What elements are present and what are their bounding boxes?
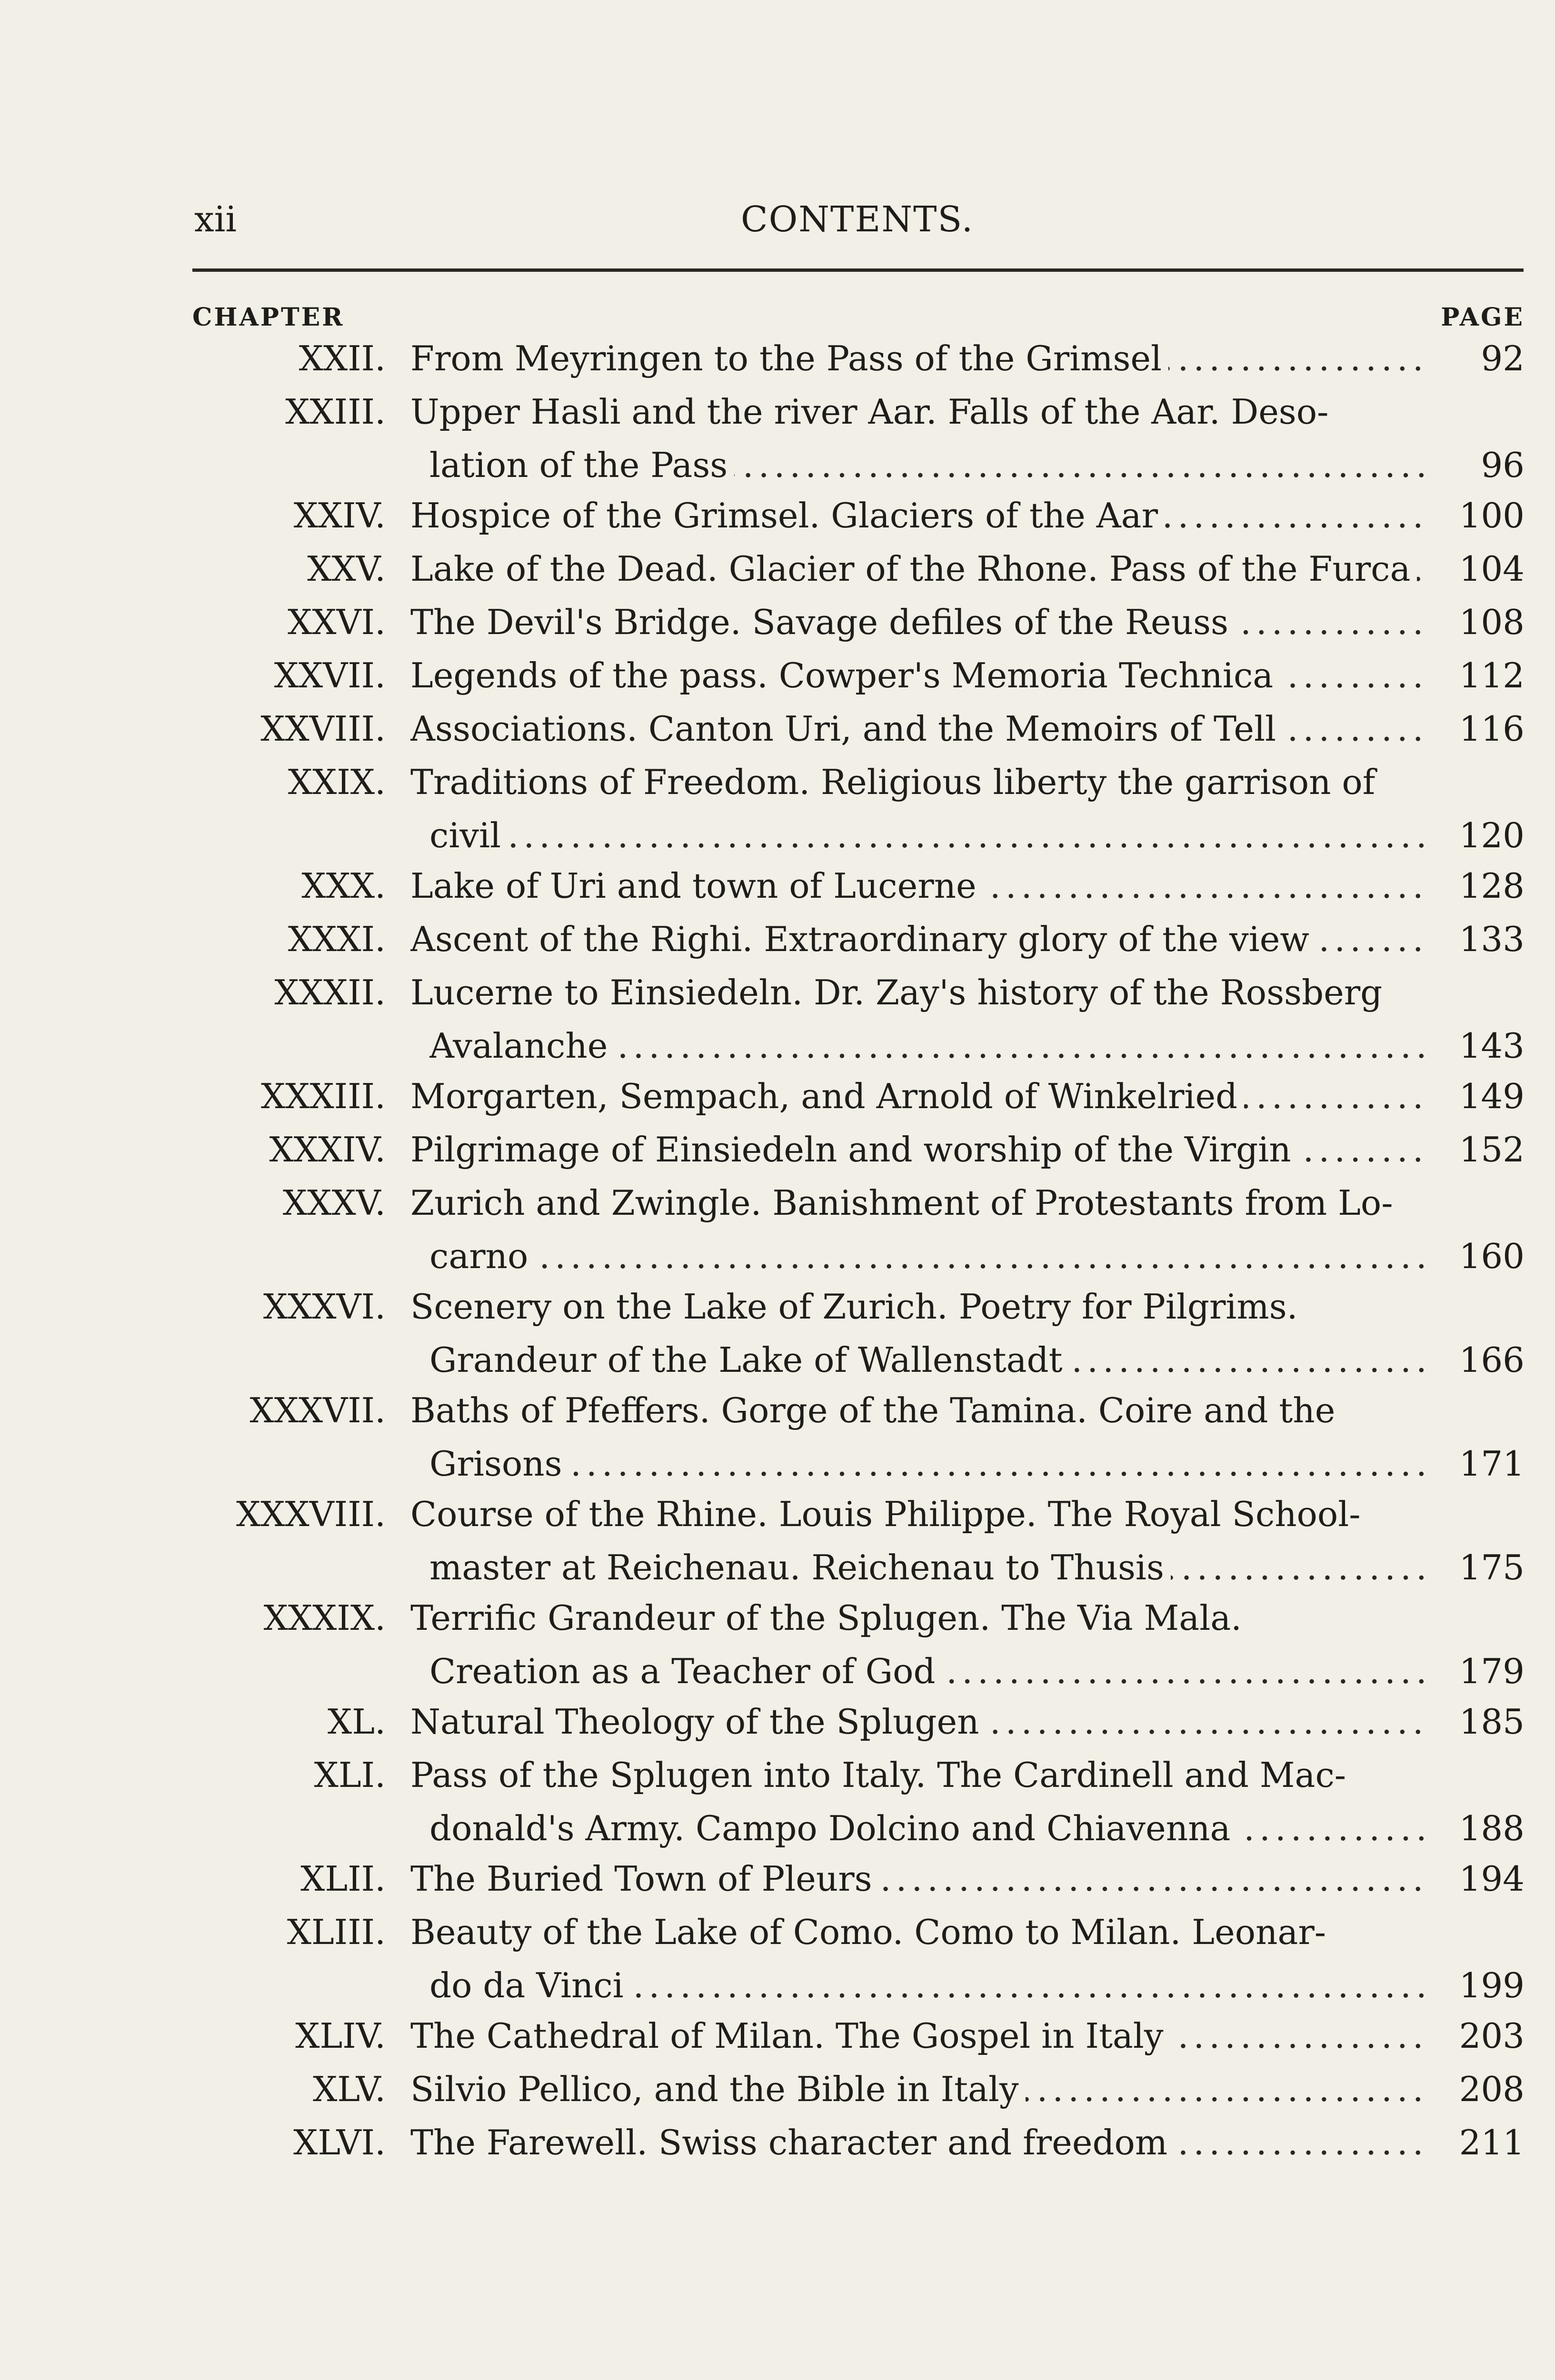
toc-entry bbox=[0, 967, 1555, 1071]
running-head bbox=[194, 199, 1555, 247]
chapter-number: XXXV. bbox=[282, 1183, 386, 1223]
toc-line bbox=[0, 597, 1555, 650]
chapter-number: XXXVIII. bbox=[236, 1494, 386, 1534]
toc-line bbox=[0, 1593, 1555, 1646]
chapter-title: The Buried Town of Pleurs bbox=[410, 1859, 879, 1899]
chapter-number: XXIV. bbox=[293, 496, 386, 536]
page-folio: xii bbox=[194, 199, 237, 240]
toc-line bbox=[0, 1907, 1555, 1960]
page-number: 152 bbox=[1429, 1124, 1525, 1175]
toc-entry bbox=[0, 1178, 1555, 1281]
toc-line bbox=[0, 2011, 1555, 2064]
chapter-title: Legends of the pass. Cowper's Memoria Technica bbox=[410, 655, 1280, 695]
chapter-number: XXX. bbox=[301, 866, 386, 906]
toc-entry bbox=[0, 2011, 1555, 2064]
page-number: 149 bbox=[1429, 1071, 1525, 1121]
chapter-number: XLI. bbox=[314, 1755, 386, 1795]
toc-line bbox=[0, 1696, 1555, 1750]
chapter-title: Ascent of the Righi. Extraordinary glory of the view bbox=[410, 919, 1316, 959]
chapter-number: XLVI. bbox=[293, 2122, 386, 2162]
toc-line bbox=[0, 1124, 1555, 1178]
chapter-number: XLIII. bbox=[287, 1912, 386, 1952]
chapter-title: carno bbox=[429, 1236, 535, 1276]
toc-entry bbox=[0, 1124, 1555, 1178]
page-title: CONTENTS. bbox=[741, 199, 974, 240]
chapter-title: Pilgrimage of Einsiedeln and worship of the Virgin bbox=[410, 1130, 1298, 1170]
toc-entry bbox=[0, 544, 1555, 597]
chapter-number: XXIII. bbox=[285, 392, 386, 432]
chapter-title: Hospice of the Grimsel. Glaciers of the Aar bbox=[410, 496, 1165, 536]
toc-entry bbox=[0, 2117, 1555, 2171]
page-number: 211 bbox=[1429, 2117, 1525, 2168]
chapter-title: Avalanche bbox=[429, 1026, 614, 1066]
chapter-number: XL. bbox=[328, 1702, 386, 1742]
toc-entry bbox=[0, 1071, 1555, 1124]
toc-line bbox=[0, 704, 1555, 757]
toc-line bbox=[0, 1281, 1555, 1335]
chapter-title: civil bbox=[429, 815, 508, 855]
chapter-number: XXXIV. bbox=[269, 1130, 386, 1170]
toc-line bbox=[0, 650, 1555, 704]
toc-line bbox=[0, 1542, 1555, 1593]
toc-line bbox=[0, 1385, 1555, 1438]
toc-line bbox=[0, 757, 1555, 810]
toc-line bbox=[0, 861, 1555, 914]
page-number: 96 bbox=[1429, 440, 1525, 490]
toc-line bbox=[0, 1750, 1555, 1803]
chapter-title: Natural Theology of the Splugen bbox=[410, 1702, 986, 1742]
toc-line bbox=[0, 1803, 1555, 1854]
table-of-contents bbox=[0, 333, 1555, 2171]
toc-line bbox=[0, 2064, 1555, 2117]
toc-line bbox=[0, 914, 1555, 967]
page-number: 166 bbox=[1429, 1335, 1525, 1385]
toc-line bbox=[0, 1021, 1555, 1071]
toc-line bbox=[0, 1231, 1555, 1281]
toc-entry bbox=[0, 1750, 1555, 1854]
toc-entry bbox=[0, 1385, 1555, 1489]
chapter-title: Silvio Pellico, and the Bible in Italy bbox=[410, 2069, 1026, 2109]
chapter-title: Scenery on the Lake of Zurich. Poetry for Pilgrims. bbox=[410, 1287, 1305, 1327]
toc-entry bbox=[0, 2064, 1555, 2117]
chapter-title: Course of the Rhine. Louis Philippe. The Royal School- bbox=[410, 1494, 1367, 1534]
page-number: 179 bbox=[1429, 1646, 1525, 1696]
chapter-title: Traditions of Freedom. Religious liberty the garrison of bbox=[410, 762, 1382, 802]
chapter-title: The Farewell. Swiss character and freedom bbox=[410, 2122, 1174, 2162]
toc-entry bbox=[0, 1593, 1555, 1696]
chapter-title: Lake of Uri and town of Lucerne bbox=[410, 866, 983, 906]
toc-line bbox=[0, 810, 1555, 861]
page-number: 120 bbox=[1429, 810, 1525, 861]
toc-line bbox=[0, 387, 1555, 440]
page-number: 194 bbox=[1429, 1854, 1525, 1904]
chapter-number: XXXIX. bbox=[263, 1598, 386, 1638]
chapter-number: XXXIII. bbox=[261, 1076, 386, 1116]
page-number: 171 bbox=[1429, 1438, 1525, 1489]
page-number: 175 bbox=[1429, 1542, 1525, 1593]
toc-entry bbox=[0, 650, 1555, 704]
toc-entry bbox=[0, 597, 1555, 650]
chapter-number: XLV. bbox=[313, 2069, 386, 2109]
toc-line bbox=[0, 967, 1555, 1021]
toc-line bbox=[0, 490, 1555, 544]
header-rule bbox=[192, 268, 1524, 272]
page-number: 104 bbox=[1429, 544, 1525, 594]
chapter-title: Grandeur of the Lake of Wallenstadt bbox=[429, 1340, 1069, 1380]
chapter-title: Beauty of the Lake of Como. Como to Milan. Leonar- bbox=[410, 1912, 1333, 1952]
toc-line bbox=[0, 1071, 1555, 1124]
toc-line bbox=[0, 1960, 1555, 2011]
page-number: 108 bbox=[1429, 597, 1525, 647]
chapter-number: XXXII. bbox=[274, 972, 386, 1012]
toc-line bbox=[0, 2117, 1555, 2171]
page-number: 160 bbox=[1429, 1231, 1525, 1281]
chapter-title: Lucerne to Einsiedeln. Dr. Zay's history of the Rossberg bbox=[410, 972, 1389, 1012]
chapter-number: XXVII. bbox=[274, 655, 386, 695]
chapter-title: master at Reichenau. Reichenau to Thusis bbox=[429, 1547, 1171, 1587]
chapter-title: The Devil's Bridge. Savage defiles of the Reuss bbox=[410, 602, 1235, 642]
page-number: 112 bbox=[1429, 650, 1525, 701]
chapter-title: From Meyringen to the Pass of the Grimsel bbox=[410, 338, 1168, 378]
chapter-title: Associations. Canton Uri, and the Memoirs of Tell bbox=[410, 709, 1283, 749]
toc-entry bbox=[0, 490, 1555, 544]
page-number: 188 bbox=[1429, 1803, 1525, 1854]
chapter-number: XXIX. bbox=[288, 762, 386, 802]
chapter-column-heading: CHAPTER bbox=[192, 303, 345, 332]
toc-entry bbox=[0, 1281, 1555, 1385]
page-number: 100 bbox=[1429, 490, 1525, 541]
chapter-number: XLII. bbox=[300, 1859, 386, 1899]
chapter-number: XLIV. bbox=[295, 2016, 386, 2056]
chapter-title: Terrific Grandeur of the Splugen. The Via Mala. bbox=[410, 1598, 1248, 1638]
toc-line bbox=[0, 1438, 1555, 1489]
chapter-title: Pass of the Splugen into Italy. The Cardinell and Mac- bbox=[410, 1755, 1353, 1795]
toc-line bbox=[0, 1489, 1555, 1542]
page-number: 92 bbox=[1429, 333, 1525, 384]
chapter-title: donald's Army. Campo Dolcino and Chiavenna bbox=[429, 1808, 1237, 1848]
chapter-title: Baths of Pfeffers. Gorge of the Tamina. Coire and the bbox=[410, 1390, 1342, 1430]
page-column-heading: PAGE bbox=[1441, 303, 1525, 332]
chapter-number: XXII. bbox=[299, 338, 386, 378]
toc-entry bbox=[0, 1907, 1555, 2011]
chapter-title: Morgarten, Sempach, and Arnold of Winkelried bbox=[410, 1076, 1244, 1116]
toc-entry bbox=[0, 1696, 1555, 1750]
toc-line bbox=[0, 1854, 1555, 1907]
toc-line bbox=[0, 333, 1555, 387]
toc-line bbox=[0, 544, 1555, 597]
chapter-number: XXVI. bbox=[288, 602, 386, 642]
page-number: 199 bbox=[1429, 1960, 1525, 2011]
page-number: 143 bbox=[1429, 1021, 1525, 1071]
chapter-title: do da Vinci bbox=[429, 1965, 630, 2005]
page-number: 203 bbox=[1429, 2011, 1525, 2061]
toc-line bbox=[0, 1646, 1555, 1696]
toc-entry bbox=[0, 861, 1555, 914]
toc-entry bbox=[0, 1489, 1555, 1593]
chapter-title: Zurich and Zwingle. Banishment of Protestants from Lo- bbox=[410, 1183, 1400, 1223]
chapter-title: Upper Hasli and the river Aar. Falls of the Aar. Deso- bbox=[410, 392, 1335, 432]
page-number: 128 bbox=[1429, 861, 1525, 911]
toc-entry bbox=[0, 333, 1555, 387]
chapter-title: lation of the Pass bbox=[429, 445, 734, 485]
toc-entry bbox=[0, 704, 1555, 757]
toc-entry bbox=[0, 914, 1555, 967]
page-number: 208 bbox=[1429, 2064, 1525, 2114]
page-number: 133 bbox=[1429, 914, 1525, 964]
toc-entry bbox=[0, 757, 1555, 861]
page-number: 116 bbox=[1429, 704, 1525, 754]
toc-entry bbox=[0, 387, 1555, 490]
chapter-title: Grisons bbox=[429, 1444, 569, 1484]
chapter-number: XXXVI. bbox=[263, 1287, 386, 1327]
chapter-title: The Cathedral of Milan. The Gospel in Italy bbox=[410, 2016, 1170, 2056]
toc-line bbox=[0, 440, 1555, 490]
chapter-title: Creation as a Teacher of God bbox=[429, 1651, 942, 1691]
chapter-number: XXV. bbox=[307, 549, 386, 589]
chapter-title: Lake of the Dead. Glacier of the Rhone. Pass of the Furca bbox=[410, 549, 1417, 589]
toc-line bbox=[0, 1178, 1555, 1231]
chapter-number: XXVIII. bbox=[260, 709, 386, 749]
page-number: 185 bbox=[1429, 1696, 1525, 1747]
toc-line bbox=[0, 1335, 1555, 1385]
toc-entry bbox=[0, 1854, 1555, 1907]
chapter-number: XXXI. bbox=[288, 919, 386, 959]
chapter-number: XXXVII. bbox=[249, 1390, 386, 1430]
